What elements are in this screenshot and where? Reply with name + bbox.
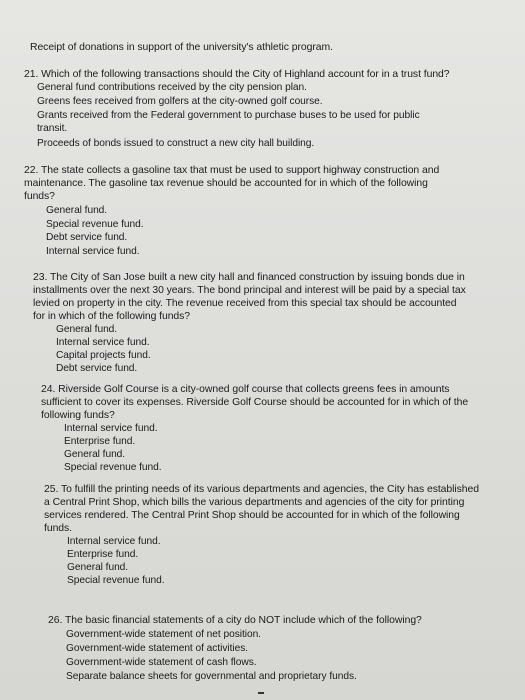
q25-text: 25. To fulfill the printing needs of its various departments and agencies, the City has established [44,484,479,495]
q25-option: Internal service fund. [67,536,161,547]
q22-text: 22. The state collects a gasoline tax that must be used to support highway construction and [24,165,440,176]
q24-text: 24. Riverside Golf Course is a city-owned golf course that collects greens fees in amounts [41,384,450,395]
intro-line: Receipt of donations in support of the university's athletic program. [30,42,333,53]
q23-text: for in which of the following funds? [33,311,191,322]
page-number-mark [258,692,264,694]
q21-option: Proceeds of bonds issued to construct a new city hall building. [37,138,315,149]
q25-text: services rendered. The Central Print Shop should be accounted for in which of the following [44,510,460,521]
q24-option: General fund. [64,449,126,460]
q26-option: Government-wide statement of cash flows. [66,657,257,668]
q22-option: Special revenue fund. [46,219,144,230]
q26-option: Government-wide statement of net position. [66,629,261,640]
q22-option: Internal service fund. [46,246,140,257]
q22-text: funds? [24,191,55,202]
q22-text: maintenance. The gasoline tax revenue should be accounted for in which of the following [24,178,428,189]
q22-option: Debt service fund. [46,232,128,243]
q25-text: funds. [44,523,73,534]
q23-text: 23. The City of San Jose built a new city hall and financed construction by issuing bonds due in [33,272,465,283]
q24-option: Internal service fund. [64,423,158,434]
q21-option: Greens fees received from golfers at the city-owned golf course. [37,96,323,107]
q24-text: following funds? [41,410,115,421]
q23-option: Internal service fund. [56,337,150,348]
q23-option: General fund. [56,324,118,335]
q25-text: a Central Print Shop, which bills the various departments and agencies of the city for printing [44,497,465,508]
q23-option: Capital projects fund. [56,350,151,361]
q22-option: General fund. [46,205,108,216]
q26-option: Separate balance sheets for governmental and proprietary funds. [66,671,357,682]
q24-text: sufficient to cover its expenses. Riverside Golf Course should be accounted for in which of the [41,397,469,408]
q23-option: Debt service fund. [56,363,138,374]
q23-text: levied on property in the city. The revenue received from this special tax should be accounted [33,298,457,309]
q26-option: Government-wide statement of activities. [66,643,249,654]
q23-text: installments over the next 30 years. The bond principal and interest will be paid by a special tax [33,285,466,296]
q25-option: General fund. [67,562,129,573]
q24-option: Enterprise fund. [64,436,136,447]
q25-option: Special revenue fund. [67,575,165,586]
q21-text: 21. Which of the following transactions should the City of Highland account for in a trust fund? [24,69,450,80]
q21-option: transit. [37,123,68,134]
q24-option: Special revenue fund. [64,462,162,473]
q25-option: Enterprise fund. [67,549,139,560]
q26-text: 26. The basic financial statements of a city do NOT include which of the following? [48,615,422,626]
q21-option: General fund contributions received by the city pension plan. [37,82,307,93]
q21-option: Grants received from the Federal government to purchase buses to be used for public [37,110,420,121]
